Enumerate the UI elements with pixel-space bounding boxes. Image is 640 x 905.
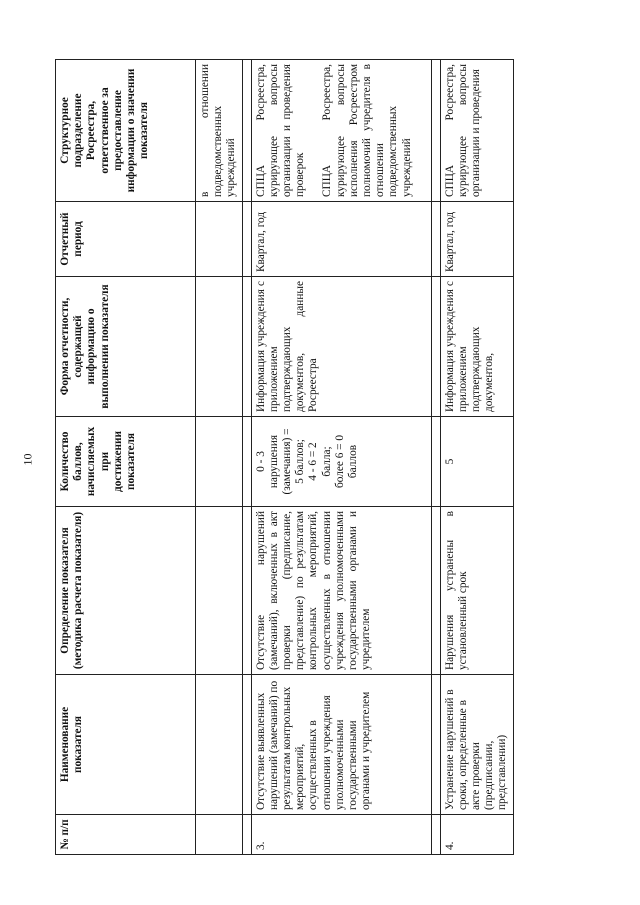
row4-points: 5 <box>440 417 513 507</box>
row3-points: 0 - 3 нарушения (замечания) = 5 баллов; 4 - 6 = 2 балла; более 6 = 0 баллов <box>251 417 431 507</box>
page-number: 10 <box>20 453 35 466</box>
header-name: Наименование показателя <box>56 675 196 815</box>
header-definition: Определение показателя (методика расчета показателя) <box>56 507 196 675</box>
row4-definition: Нарушения устранены в установленный срок <box>440 507 513 675</box>
row4-form: Информация учреждения с приложением подтверждающих документов, <box>440 277 513 417</box>
row3-form: Информация учреждения с приложением подтверждающих документов, данные Росреестра <box>251 277 431 417</box>
row3-dept: СПЦА Росреестра, курирующее вопросы организации и проведения проверок СПЦА Росреестра, курирующее вопросы исполнения Росреестром полномочий учредителя в отношении подведомственных учреждений <box>251 60 431 202</box>
row3-period: Квартал, год <box>251 202 431 277</box>
row4-num: 4. <box>440 815 513 855</box>
table-row <box>440 60 513 855</box>
rotated-table-container <box>55 60 509 855</box>
row4-dept: СПЦА Росреестра, курирующее вопросы организации и проведения <box>440 60 513 202</box>
spacer-row <box>431 60 440 855</box>
table-row <box>251 60 431 855</box>
spacer-row <box>242 60 251 855</box>
header-dept: Структурное подразделение Росреестра, ответственное за предоставление информации о значении показателя <box>56 60 196 202</box>
header-row <box>56 60 196 855</box>
row3-name: Отсутствие выявленных нарушений (замечаний) по результатам контрольных мероприятий, осуществленных в отношении учреждения уполномоченными государственными органами и учредителем <box>251 675 431 815</box>
header-points: Количество баллов, начисляемых при достижении показателя <box>56 417 196 507</box>
continued-dept: в отношении подведомственных учреждений <box>196 60 243 202</box>
indicators-table <box>55 59 514 855</box>
row4-name: Устранение нарушений в сроки, определенные в акте проверки (предписании, представлении) <box>440 675 513 815</box>
table-row <box>196 60 243 855</box>
row3-num: 3. <box>251 815 431 855</box>
header-num: № п/п <box>56 815 196 855</box>
header-period: Отчетный период <box>56 202 196 277</box>
header-form: Форма отчетности, содержащей информацию о выполнении показателя <box>56 277 196 417</box>
row4-period: Квартал, год <box>440 202 513 277</box>
row3-definition: Отсутствие нарушений (замечаний), включенных в акт проверки (предписание, представление) по результатам контрольных мероприятий, осуществленных в отношении учреждения уполномоченными государственными органами и учредителем <box>251 507 431 675</box>
